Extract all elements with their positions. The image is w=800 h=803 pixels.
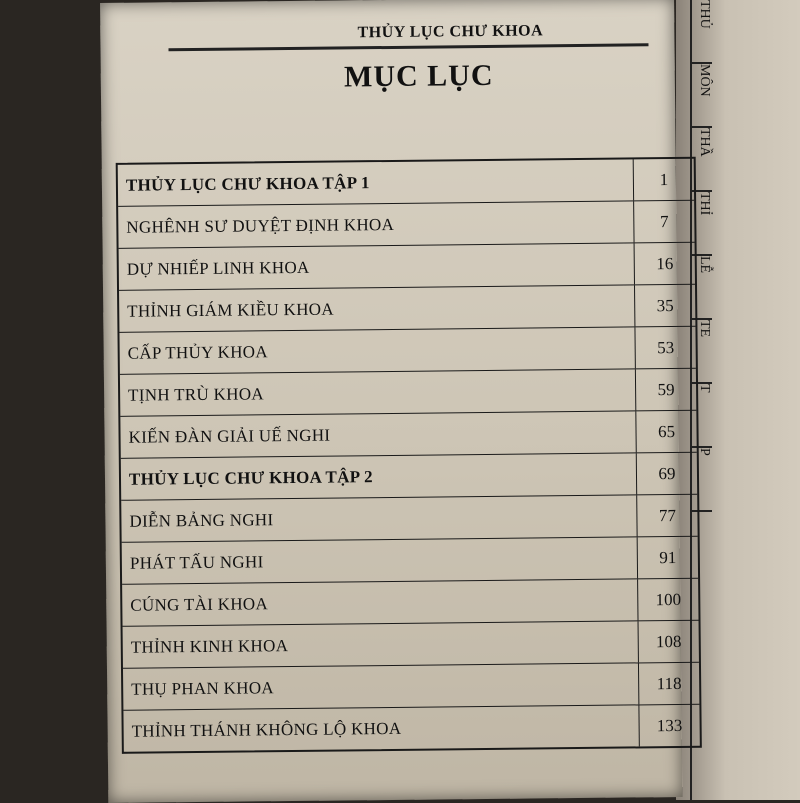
toc-row xyxy=(123,663,699,711)
facing-page-table xyxy=(690,0,772,800)
toc-row xyxy=(121,495,697,543)
facing-fragment: P xyxy=(692,448,712,512)
toc-row xyxy=(118,201,694,249)
toc-entry-title: THỦY LỤC CHƯ KHOA TẬP 2 xyxy=(121,453,637,499)
toc-entry-title: CẤP THỦY KHOA xyxy=(119,327,635,373)
toc-row xyxy=(122,579,698,627)
facing-fragment: THỦ xyxy=(692,0,712,64)
toc-row xyxy=(120,411,696,459)
toc-entry-page: 53 xyxy=(657,337,675,357)
facing-fragment: THẦ xyxy=(692,128,712,192)
toc-row xyxy=(123,621,699,669)
toc-entry-title: THỈNH KINH KHOA xyxy=(123,621,639,667)
book-page xyxy=(100,0,682,803)
toc-row xyxy=(123,705,699,752)
toc-entry-title: CÚNG TÀI KHOA xyxy=(122,579,638,625)
toc-row xyxy=(118,159,694,207)
toc-entry-page: 69 xyxy=(658,463,676,483)
header-rule xyxy=(168,43,648,51)
toc-entry-page: 108 xyxy=(655,631,682,651)
toc-row xyxy=(122,537,698,585)
toc-entry-title: THỈNH GIÁM KIỀU KHOA xyxy=(119,285,635,331)
toc-entry-title: THỤ PHAN KHOA xyxy=(123,663,639,709)
toc-entry-page: 65 xyxy=(657,421,676,441)
toc-entry-page: 7 xyxy=(659,211,669,231)
toc-entry-page: 77 xyxy=(658,505,677,525)
toc-entry-page: 133 xyxy=(656,715,683,735)
toc-entry-page: 118 xyxy=(656,673,682,693)
toc-row xyxy=(119,243,695,291)
toc-entry-title: DIỄN BẢNG NGHI xyxy=(121,495,637,541)
toc-entry-page: 59 xyxy=(657,379,675,399)
toc-entry-title: PHÁT TẤU NGHI xyxy=(122,537,638,583)
toc-entry-page: 16 xyxy=(656,253,674,273)
toc-entry-title: NGHÊNH SƯ DUYỆT ĐỊNH KHOA xyxy=(118,201,634,247)
toc-entry-title: THỦY LỤC CHƯ KHOA TẬP 1 xyxy=(118,159,634,205)
facing-fragment: TE xyxy=(692,320,712,384)
toc-entry-page: 100 xyxy=(655,589,682,609)
page-title: MỤC LỤC xyxy=(343,58,494,94)
toc-entry-title: DỰ NHIẾP LINH KHOA xyxy=(119,243,635,289)
facing-fragment: LỄ xyxy=(692,256,712,320)
toc-entry-title: TỊNH TRÙ KHOA xyxy=(120,369,636,415)
toc-entry-title: THỈNH THÁNH KHÔNG LỘ KHOA xyxy=(123,705,639,751)
running-header: THỦY LỤC CHƯ KHOA xyxy=(357,22,544,42)
facing-fragment: MÔN xyxy=(692,64,712,128)
toc-row xyxy=(119,327,695,375)
toc-entry-page: 35 xyxy=(656,295,674,315)
facing-fragment: THỈ xyxy=(692,192,712,256)
toc-table xyxy=(116,157,702,754)
facing-fragment: T xyxy=(692,384,712,448)
toc-row xyxy=(119,285,695,333)
toc-row xyxy=(121,453,697,501)
toc-entry-page: 91 xyxy=(659,547,677,567)
toc-entry-title: KIẾN ĐÀN GIẢI UẾ NGHI xyxy=(120,411,636,457)
toc-entry-page: 1 xyxy=(659,169,669,189)
toc-row xyxy=(120,369,696,417)
